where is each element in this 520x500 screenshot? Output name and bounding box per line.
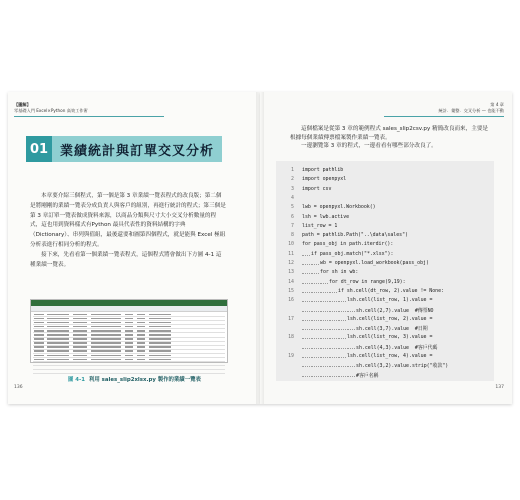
spreadsheet-cell-blur bbox=[137, 314, 145, 316]
spreadsheet-cell-blur bbox=[91, 359, 121, 361]
code-line bbox=[276, 251, 494, 260]
indent-marker bbox=[302, 292, 310, 293]
indent-marker bbox=[329, 301, 337, 302]
book-gutter-shadow bbox=[256, 92, 264, 404]
code-text: path = pathlib.Path("..\data\sales") bbox=[302, 232, 408, 239]
indent-marker bbox=[302, 255, 310, 256]
code-line bbox=[276, 334, 494, 343]
indent-marker bbox=[329, 338, 337, 339]
spreadsheet-cell-blur bbox=[91, 338, 121, 340]
code-text: for sh in wb: bbox=[320, 269, 359, 276]
code-text: lsh.cell(list_row, 2).value = bbox=[347, 315, 433, 322]
figure-spreadsheet-screenshot bbox=[30, 299, 228, 363]
spreadsheet-cell-blur bbox=[34, 342, 44, 344]
code-text: sh.cell(4,3).value #客戶代碼 bbox=[356, 344, 438, 351]
indent-marker bbox=[311, 283, 319, 284]
indent-marker bbox=[329, 292, 337, 293]
line-number: 12 bbox=[288, 260, 294, 266]
spreadsheet-cell-blur bbox=[73, 342, 87, 344]
indent-marker bbox=[347, 329, 355, 330]
spreadsheet-cell-blur bbox=[137, 338, 145, 340]
code-line bbox=[276, 232, 494, 241]
spreadsheet-cell-blur bbox=[149, 330, 171, 332]
spreadsheet-cell-blur bbox=[125, 342, 133, 344]
code-line bbox=[276, 297, 494, 306]
right-running-header bbox=[439, 102, 504, 113]
spreadsheet-cell-blur bbox=[149, 350, 171, 352]
spreadsheet-cell-blur bbox=[34, 318, 44, 320]
spreadsheet-cell-blur bbox=[34, 326, 44, 328]
spreadsheet-cell-blur bbox=[34, 359, 44, 361]
indent-marker bbox=[302, 348, 310, 349]
spreadsheet-cell-blur bbox=[34, 350, 44, 352]
code-text: sh.cell(3,2).value.strip("收款") bbox=[356, 363, 449, 370]
spreadsheet-cell-blur bbox=[91, 342, 121, 344]
spreadsheet-cell-blur bbox=[47, 314, 69, 316]
spreadsheet-cell-blur bbox=[149, 314, 171, 316]
line-number: 4 bbox=[291, 194, 294, 201]
line-number: 10 bbox=[288, 241, 294, 248]
spreadsheet-cell-blur bbox=[91, 334, 121, 336]
code-line bbox=[276, 344, 494, 353]
spreadsheet-cell-blur bbox=[34, 322, 44, 324]
spreadsheet-cell-blur bbox=[125, 355, 133, 357]
spreadsheet-cell-blur bbox=[137, 359, 145, 361]
code-text: for dt_row in range(9,19): bbox=[329, 278, 406, 285]
indent-marker bbox=[320, 338, 328, 339]
indent-marker bbox=[311, 376, 319, 377]
left-page bbox=[8, 92, 260, 404]
book-spread bbox=[8, 92, 512, 404]
code-text: wb = openpyxl.load_workbook(pass_obj) bbox=[320, 260, 429, 266]
spreadsheet-cell-blur bbox=[91, 326, 121, 328]
left-paragraph-1: 本章要介紹三個程式，第一個是第 3 章業績一覽表程式的改良版；第二個是將剛剛的業績一覽表分成負責人與客戶的組別，再進行統計的程式；第三個是第 3 章訂單一覽表做成資料來源，以商品分類與尺寸大小交叉分析數量的程式，這也用到資料樣式有Python 最具代表性的資料結構的字典（Dictionary）、串列與值組，最後還要和圖第四個程式，就是能與 Excel 極組分析表進行相同分析的程式。 bbox=[30, 193, 226, 248]
indent-marker bbox=[320, 366, 328, 367]
indent-marker bbox=[302, 301, 310, 302]
spreadsheet-cell-blur bbox=[34, 346, 44, 348]
code-text: lsh.cell(list_row, 3).value = bbox=[347, 334, 433, 341]
spreadsheet-cell-blur bbox=[125, 338, 133, 340]
indent-marker bbox=[329, 348, 337, 349]
spreadsheet-cell-blur bbox=[34, 355, 44, 357]
spreadsheet-cell-blur bbox=[73, 346, 87, 348]
spreadsheet-cell-blur bbox=[91, 355, 121, 357]
indent-marker bbox=[320, 301, 328, 302]
spreadsheet-cell-blur bbox=[137, 318, 145, 320]
spreadsheet-cell-blur bbox=[73, 330, 87, 332]
code-text: list_row = 1 bbox=[302, 222, 338, 229]
spreadsheet-cell-blur bbox=[47, 355, 69, 357]
spreadsheet-cell-blur bbox=[34, 338, 44, 340]
indent-marker bbox=[320, 311, 328, 312]
right-header-title: 統計．彙整．交叉分析 — 也能不動 bbox=[438, 107, 504, 113]
spreadsheet-cell-blur bbox=[137, 346, 145, 348]
line-number: 6 bbox=[291, 213, 294, 220]
spreadsheet-cell-blur bbox=[73, 322, 87, 324]
left-running-header bbox=[14, 102, 88, 113]
indent-marker bbox=[329, 357, 337, 358]
spreadsheet-cell-blur bbox=[91, 330, 121, 332]
indent-marker bbox=[347, 376, 355, 377]
indent-marker bbox=[302, 283, 310, 284]
indent-marker bbox=[338, 320, 346, 321]
spreadsheet-cell-blur bbox=[34, 314, 44, 316]
indent-marker bbox=[347, 311, 355, 312]
indent-marker bbox=[311, 273, 319, 274]
spreadsheet-cell-blur bbox=[47, 330, 69, 332]
indent-marker bbox=[302, 338, 310, 339]
left-header-title: 零基礎入門 Excel×Python 高效工作術 bbox=[14, 107, 88, 113]
spreadsheet-cell-blur bbox=[73, 334, 87, 336]
section-title-box bbox=[26, 136, 222, 162]
indent-marker bbox=[338, 376, 346, 377]
spreadsheet-cell-blur bbox=[47, 359, 69, 361]
spreadsheet-cell-blur bbox=[73, 359, 87, 361]
code-text: sh.cell(3,7).value #日期 bbox=[356, 326, 428, 333]
line-number: 11 bbox=[288, 250, 294, 257]
line-number: 17 bbox=[288, 315, 294, 322]
spreadsheet-cell-blur bbox=[125, 314, 133, 316]
spreadsheet-cell-blur bbox=[91, 318, 121, 320]
spreadsheet-grid bbox=[33, 313, 225, 360]
code-text: if pass_obj.match("*.xlsx"): bbox=[311, 250, 394, 257]
spreadsheet-cell-blur bbox=[125, 359, 133, 361]
spreadsheet-cell-blur bbox=[125, 326, 133, 328]
code-listing bbox=[276, 161, 494, 381]
indent-marker bbox=[338, 338, 346, 339]
left-header-rule bbox=[14, 116, 164, 117]
code-line bbox=[276, 167, 494, 176]
spreadsheet-cell-blur bbox=[73, 314, 87, 316]
spreadsheet-cell-blur bbox=[137, 322, 145, 324]
spreadsheet-cell-blur bbox=[125, 346, 133, 348]
left-header-tag: 【圖解】 bbox=[14, 102, 31, 107]
spreadsheet-cell-blur bbox=[125, 318, 133, 320]
right-paragraph-1: 這個檔案是從第 3 章的範例程式 sales_slip2csv.py 精簡改良而來，主要是根據每個業績傳票檔案製作業績一覽表。 bbox=[290, 126, 489, 141]
left-page-number: 136 bbox=[14, 385, 23, 390]
right-header-rule bbox=[384, 116, 504, 117]
figure-caption-text: 利用 sales_slip2xlsx.py 製作的業績一覽表 bbox=[89, 377, 201, 383]
left-paragraph-2: 接下來，先看看第一個業績一覽表程式，這個程式將會做出下方圖 4-1 這種業績一覽表。 bbox=[30, 251, 222, 268]
right-page bbox=[260, 92, 512, 404]
code-text: #客戶名稱 bbox=[356, 372, 379, 379]
code-line bbox=[276, 241, 494, 250]
code-line bbox=[276, 288, 494, 297]
code-line bbox=[276, 176, 494, 185]
line-number: 19 bbox=[288, 353, 294, 359]
indent-marker bbox=[338, 301, 346, 302]
spreadsheet-cell-blur bbox=[91, 314, 121, 316]
indent-marker bbox=[347, 348, 355, 349]
spreadsheet-cell-blur bbox=[91, 350, 121, 352]
code-line bbox=[276, 362, 494, 371]
spreadsheet-cell-blur bbox=[137, 334, 145, 336]
right-page-number: 137 bbox=[495, 385, 504, 390]
indent-marker bbox=[302, 357, 310, 358]
figure-label: 圖 4-1 bbox=[68, 377, 86, 383]
spreadsheet-cell-blur bbox=[47, 326, 69, 328]
indent-marker bbox=[302, 366, 310, 367]
code-text: if sh.cell(dt_row, 2).value != None: bbox=[338, 287, 444, 294]
spreadsheet-cell-blur bbox=[149, 338, 171, 340]
indent-marker bbox=[311, 338, 319, 339]
spreadsheet-cell-blur bbox=[125, 350, 133, 352]
spreadsheet-cell-blur bbox=[34, 334, 44, 336]
code-line bbox=[276, 372, 494, 381]
spreadsheet-cell-blur bbox=[137, 350, 145, 352]
spreadsheet-cell-blur bbox=[149, 318, 171, 320]
spreadsheet-cell-blur bbox=[73, 338, 87, 340]
code-line bbox=[276, 214, 494, 223]
indent-marker bbox=[302, 320, 310, 321]
code-line bbox=[276, 316, 494, 325]
indent-marker bbox=[329, 376, 337, 377]
excel-ribbon bbox=[31, 306, 227, 312]
line-number: 14 bbox=[288, 278, 294, 285]
line-number: 2 bbox=[291, 176, 294, 183]
code-text: sh.cell(2,7).value #傳票NO bbox=[356, 307, 434, 314]
spreadsheet-cell-blur bbox=[149, 322, 171, 324]
line-number: 8 bbox=[291, 232, 294, 239]
indent-marker bbox=[329, 366, 337, 367]
spreadsheet-cell-blur bbox=[125, 322, 133, 324]
indent-marker bbox=[320, 292, 328, 293]
indent-marker bbox=[320, 376, 328, 377]
line-number: 7 bbox=[291, 222, 294, 229]
spreadsheet-cell-blur bbox=[137, 342, 145, 344]
code-line bbox=[276, 195, 494, 204]
spreadsheet-cell-blur bbox=[149, 326, 171, 328]
spreadsheet-cell-blur bbox=[47, 322, 69, 324]
spreadsheet-cell-blur bbox=[73, 326, 87, 328]
code-text: import pathlib bbox=[302, 167, 344, 173]
indent-marker bbox=[311, 320, 319, 321]
spreadsheet-cell-blur bbox=[47, 338, 69, 340]
spreadsheet-cell-blur bbox=[73, 350, 87, 352]
indent-marker bbox=[320, 348, 328, 349]
code-line bbox=[276, 279, 494, 288]
indent-marker bbox=[302, 376, 310, 377]
spreadsheet-cell-blur bbox=[149, 346, 171, 348]
section-title: 業績統計與訂單交叉分析 bbox=[60, 143, 215, 159]
line-number: 5 bbox=[291, 204, 294, 211]
spreadsheet-cell-blur bbox=[125, 334, 133, 336]
spreadsheet-cell-blur bbox=[149, 355, 171, 357]
indent-marker bbox=[311, 264, 319, 265]
code-text: lsh.cell(list_row, 1).value = bbox=[347, 297, 433, 304]
indent-marker bbox=[320, 320, 328, 321]
spreadsheet-cell-blur bbox=[73, 318, 87, 320]
indent-marker bbox=[338, 348, 346, 349]
indent-marker bbox=[338, 329, 346, 330]
indent-marker bbox=[302, 264, 310, 265]
indent-marker bbox=[320, 329, 328, 330]
code-line bbox=[276, 223, 494, 232]
indent-marker bbox=[347, 366, 355, 367]
code-line bbox=[276, 204, 494, 213]
spreadsheet-cell-blur bbox=[125, 330, 133, 332]
spreadsheet-cell-blur bbox=[47, 342, 69, 344]
indent-marker bbox=[302, 329, 310, 330]
line-number: 16 bbox=[288, 297, 294, 304]
line-number: 3 bbox=[291, 185, 294, 192]
line-number: 1 bbox=[291, 167, 294, 173]
code-text: lwb = openpyxl.Workbook() bbox=[302, 204, 376, 211]
code-text: import csv bbox=[302, 185, 332, 192]
left-body-text bbox=[30, 192, 226, 270]
spreadsheet-cell-blur bbox=[137, 355, 145, 357]
spreadsheet-cell-blur bbox=[137, 326, 145, 328]
line-number: 13 bbox=[288, 269, 294, 276]
figure-caption bbox=[68, 375, 201, 383]
indent-marker bbox=[320, 283, 328, 284]
spreadsheet-cell-blur bbox=[73, 355, 87, 357]
code-text: lsh = lwb.active bbox=[302, 213, 350, 220]
indent-marker bbox=[302, 273, 310, 274]
indent-marker bbox=[311, 348, 319, 349]
indent-marker bbox=[329, 320, 337, 321]
code-text: for pass_obj in path.iterdir(): bbox=[302, 241, 394, 248]
code-line bbox=[276, 269, 494, 278]
indent-marker bbox=[338, 366, 346, 367]
indent-marker bbox=[311, 329, 319, 330]
indent-marker bbox=[311, 301, 319, 302]
spreadsheet-cell-blur bbox=[47, 334, 69, 336]
spreadsheet-cell-blur bbox=[91, 346, 121, 348]
indent-marker bbox=[320, 357, 328, 358]
indent-marker bbox=[338, 357, 346, 358]
section-number: 01 bbox=[26, 136, 52, 162]
line-number: 15 bbox=[288, 287, 294, 294]
right-paragraph-2: 一邊瀏覽第 3 章的程式，一邊看看有哪些部分改良了。 bbox=[301, 143, 437, 149]
indent-marker bbox=[338, 311, 346, 312]
right-header-chapter: 第 4 章 bbox=[490, 102, 504, 107]
right-body-text bbox=[290, 125, 490, 151]
spreadsheet-cell-blur bbox=[149, 342, 171, 344]
spreadsheet-cell-blur bbox=[91, 322, 121, 324]
spreadsheet-cell-blur bbox=[149, 334, 171, 336]
code-text: lsh.cell(list_row, 4).value = bbox=[347, 353, 433, 359]
spreadsheet-cell-blur bbox=[149, 359, 171, 361]
indent-marker bbox=[311, 357, 319, 358]
indent-marker bbox=[311, 366, 319, 367]
spreadsheet-row bbox=[33, 370, 225, 374]
spreadsheet-cell-blur bbox=[137, 330, 145, 332]
indent-marker bbox=[311, 292, 319, 293]
indent-marker bbox=[302, 311, 310, 312]
indent-marker bbox=[311, 311, 319, 312]
spreadsheet-cell-blur bbox=[47, 350, 69, 352]
spreadsheet-cell-blur bbox=[47, 318, 69, 320]
code-line bbox=[276, 260, 494, 269]
indent-marker bbox=[329, 329, 337, 330]
indent-marker bbox=[329, 311, 337, 312]
spreadsheet-cell-blur bbox=[34, 330, 44, 332]
code-text: import openpyxl bbox=[302, 176, 347, 183]
code-line bbox=[276, 325, 494, 334]
code-line bbox=[276, 186, 494, 195]
line-number: 18 bbox=[288, 334, 294, 341]
code-line bbox=[276, 353, 494, 362]
spreadsheet-cell-blur bbox=[47, 346, 69, 348]
code-line bbox=[276, 307, 494, 316]
